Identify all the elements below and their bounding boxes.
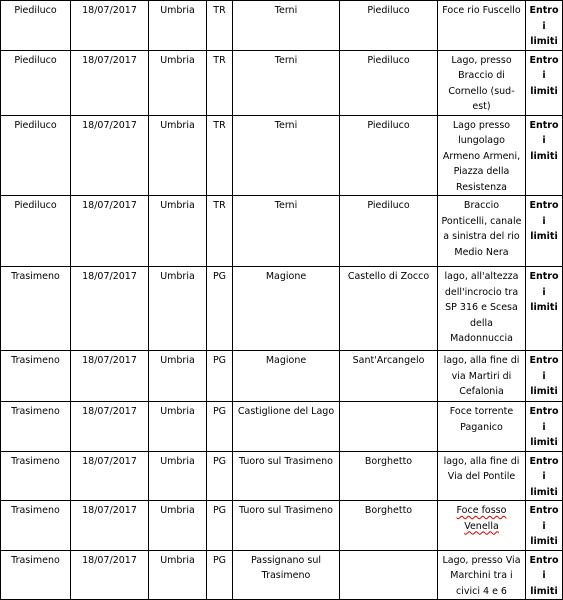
- province-cell: PG: [207, 550, 233, 600]
- sampling-point-cell: Foce rio Fuscello: [438, 1, 526, 51]
- region-cell: Umbria: [149, 451, 207, 501]
- outcome-cell: Entro i limiti: [526, 351, 563, 402]
- outcome-cell: Entro i limiti: [526, 50, 563, 115]
- province-cell: PG: [207, 351, 233, 402]
- date-cell: 18/07/2017: [71, 550, 149, 600]
- date-cell: 18/07/2017: [71, 196, 149, 267]
- region-cell: Umbria: [149, 1, 207, 51]
- outcome-cell: Entro i limiti: [526, 402, 563, 452]
- province-cell: PG: [207, 267, 233, 351]
- municipality-cell: Terni: [233, 115, 340, 196]
- date-cell: 18/07/2017: [71, 115, 149, 196]
- municipality-cell: Magione: [233, 267, 340, 351]
- table-row: [1, 550, 563, 600]
- sampling-point-cell: Lago, presso Via Marchini tra i civici 4 e 6: [438, 550, 526, 600]
- table-row: [1, 115, 563, 196]
- table-row: [1, 402, 563, 452]
- sampling-point-cell: Lago, presso Braccio di Cornello (sud-est): [438, 50, 526, 115]
- region-cell: Umbria: [149, 115, 207, 196]
- locality-cell: Sant'Arcangelo: [340, 351, 438, 402]
- locality-cell: Borghetto: [340, 451, 438, 501]
- municipality-cell: Tuoro sul Trasimeno: [233, 501, 340, 551]
- sampling-point-cell: Lago presso lungolago Armeno Armeni, Piazza della Resistenza: [438, 115, 526, 196]
- region-cell: Umbria: [149, 501, 207, 551]
- date-cell: 18/07/2017: [71, 451, 149, 501]
- region-cell: Umbria: [149, 351, 207, 402]
- province-cell: PG: [207, 402, 233, 452]
- region-cell: Umbria: [149, 550, 207, 600]
- municipality-cell: Terni: [233, 196, 340, 267]
- lake-cell: Trasimeno: [1, 451, 71, 501]
- lake-cell: Piediluco: [1, 1, 71, 51]
- province-cell: TR: [207, 50, 233, 115]
- province-cell: PG: [207, 451, 233, 501]
- date-cell: 18/07/2017: [71, 50, 149, 115]
- locality-cell: Piediluco: [340, 1, 438, 51]
- date-cell: 18/07/2017: [71, 267, 149, 351]
- lake-cell: Trasimeno: [1, 550, 71, 600]
- sampling-point-cell: lago, all'altezza dell'incrocio tra SP 316 e Scesa della Madonnuccia: [438, 267, 526, 351]
- province-cell: TR: [207, 115, 233, 196]
- table-row: [1, 50, 563, 115]
- locality-cell: Piediluco: [340, 196, 438, 267]
- province-cell: PG: [207, 501, 233, 551]
- outcome-cell: Entro i limiti: [526, 501, 563, 551]
- table-row: [1, 267, 563, 351]
- municipality-cell: Terni: [233, 1, 340, 51]
- outcome-cell: Entro i limiti: [526, 550, 563, 600]
- table-row: [1, 196, 563, 267]
- lake-cell: Piediluco: [1, 115, 71, 196]
- outcome-cell: Entro i limiti: [526, 451, 563, 501]
- outcome-cell: Entro i limiti: [526, 115, 563, 196]
- locality-cell: Piediluco: [340, 115, 438, 196]
- sampling-point-text: Foce fosso Venella: [456, 505, 507, 532]
- date-cell: 18/07/2017: [71, 351, 149, 402]
- sampling-point-cell: lago, alla fine di via Martiri di Cefalonia: [438, 351, 526, 402]
- date-cell: 18/07/2017: [71, 1, 149, 51]
- region-cell: Umbria: [149, 267, 207, 351]
- outcome-cell: Entro i limiti: [526, 267, 563, 351]
- municipality-cell: Terni: [233, 50, 340, 115]
- outcome-cell: Entro i limiti: [526, 1, 563, 51]
- date-cell: 18/07/2017: [71, 402, 149, 452]
- locality-cell: Piediluco: [340, 50, 438, 115]
- municipality-cell: Passignano sul Trasimeno: [233, 550, 340, 600]
- table-row: [1, 1, 563, 51]
- locality-cell: [340, 402, 438, 452]
- lake-cell: Trasimeno: [1, 351, 71, 402]
- sampling-point-cell: lago, alla fine di Via del Pontile: [438, 451, 526, 501]
- locality-cell: [340, 550, 438, 600]
- outcome-cell: Entro i limiti: [526, 196, 563, 267]
- lake-cell: Trasimeno: [1, 267, 71, 351]
- sampling-point-cell: [438, 501, 526, 551]
- locality-cell: Borghetto: [340, 501, 438, 551]
- table-row: [1, 501, 563, 551]
- lake-cell: Trasimeno: [1, 501, 71, 551]
- lake-cell: Trasimeno: [1, 402, 71, 452]
- sampling-point-cell: Foce torrente Paganico: [438, 402, 526, 452]
- region-cell: Umbria: [149, 196, 207, 267]
- region-cell: Umbria: [149, 402, 207, 452]
- sampling-point-cell: Braccio Ponticelli, canale a sinistra del rio Medio Nera: [438, 196, 526, 267]
- date-cell: 18/07/2017: [71, 501, 149, 551]
- municipality-cell: Magione: [233, 351, 340, 402]
- lake-cell: Piediluco: [1, 50, 71, 115]
- table-row: [1, 451, 563, 501]
- municipality-cell: Castiglione del Lago: [233, 402, 340, 452]
- province-cell: TR: [207, 196, 233, 267]
- province-cell: TR: [207, 1, 233, 51]
- lake-cell: Piediluco: [1, 196, 71, 267]
- region-cell: Umbria: [149, 50, 207, 115]
- table-row: [1, 351, 563, 402]
- municipality-cell: Tuoro sul Trasimeno: [233, 451, 340, 501]
- locality-cell: Castello di Zocco: [340, 267, 438, 351]
